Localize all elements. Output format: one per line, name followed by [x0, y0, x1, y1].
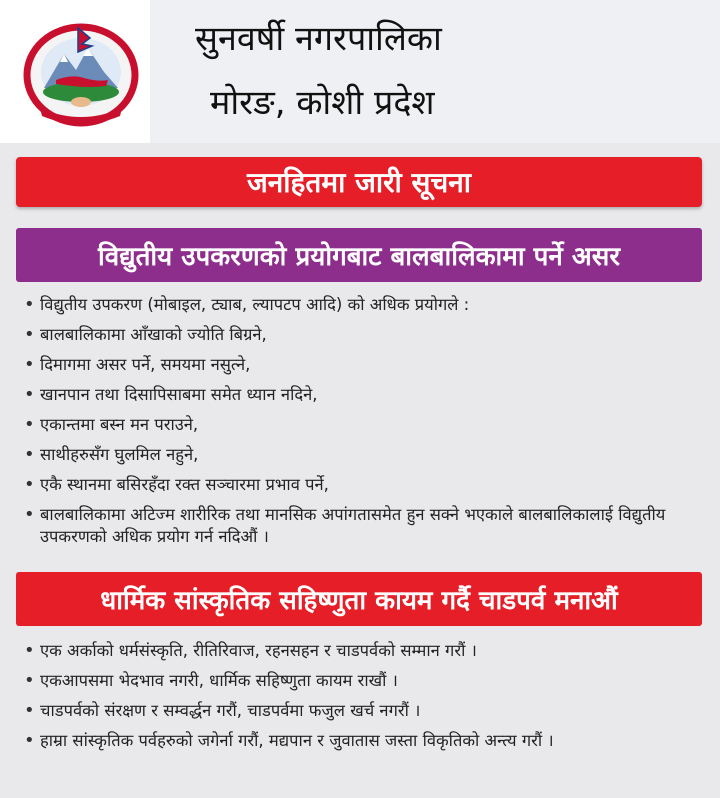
list-item: • एकआपसमा भेदभाव नगरी, धार्मिक सहिष्णुता कायम राखौं । [22, 670, 692, 692]
list-item: • दिमागमा असर पर्ने, समयमा नसुत्ने, [22, 354, 692, 376]
list-item: • चाडपर्वको संरक्षण र सम्वर्द्धन गरौं, चाडपर्वमा फजुल खर्च नगरौं । [22, 700, 692, 722]
list-item: • एक अर्काको धर्मसंस्कृति, रीतिरिवाज, रहनसहन र चाडपर्वको सम्मान गरौं । [22, 640, 692, 662]
section1-heading: विद्युतीय उपकरणको प्रयोगबाट बालबालिकामा पर्ने असर [16, 228, 702, 282]
list-item: • बालबालिकामा अटिज्म शारीरिक तथा मानसिक अपांगतासमेत हुन सक्ने भएकाले बालबालिकालाई विद्युतीय उपकरणको अधिक प्रयोग गर्न नदिऔं । [22, 504, 692, 548]
list-item: • विद्युतीय उपकरण (मोबाइल, ट्याब, ल्यापटप आदि) को अधिक प्रयोगले : [22, 294, 692, 316]
public-notice-banner: जनहितमा जारी सूचना [16, 157, 702, 207]
nepal-government-emblem-icon [22, 22, 140, 128]
list-item: • एकै स्थानमा बसिरहँदा रक्त सञ्चारमा प्रभाव पर्ने, [22, 474, 692, 496]
municipality-name: सुनवर्षी नगरपालिका [195, 19, 442, 59]
list-item: • एकान्तमा बस्न मन पराउने, [22, 414, 692, 436]
header [0, 0, 720, 143]
section2-list [22, 640, 692, 760]
district-province: मोरङ, कोशी प्रदेश [210, 83, 435, 123]
list-item: • बालबालिकामा आँखाको ज्योति बिग्रने, [22, 324, 692, 346]
section1-list [22, 294, 692, 556]
section2-heading: धार्मिक सांस्कृतिक सहिष्णुता कायम गर्दै चाडपर्व मनाऔं [16, 572, 702, 626]
list-item: • साथीहरुसँग घुलमिल नहुने, [22, 444, 692, 466]
list-item: • खानपान तथा दिसापिसाबमा समेत ध्यान नदिने, [22, 384, 692, 406]
list-item: • हाम्रा सांस्कृतिक पर्वहरुको जगेर्ना गरौं, मद्यपान र जुवातास जस्ता विकृतिको अन्त्य गरौं । [22, 730, 692, 752]
